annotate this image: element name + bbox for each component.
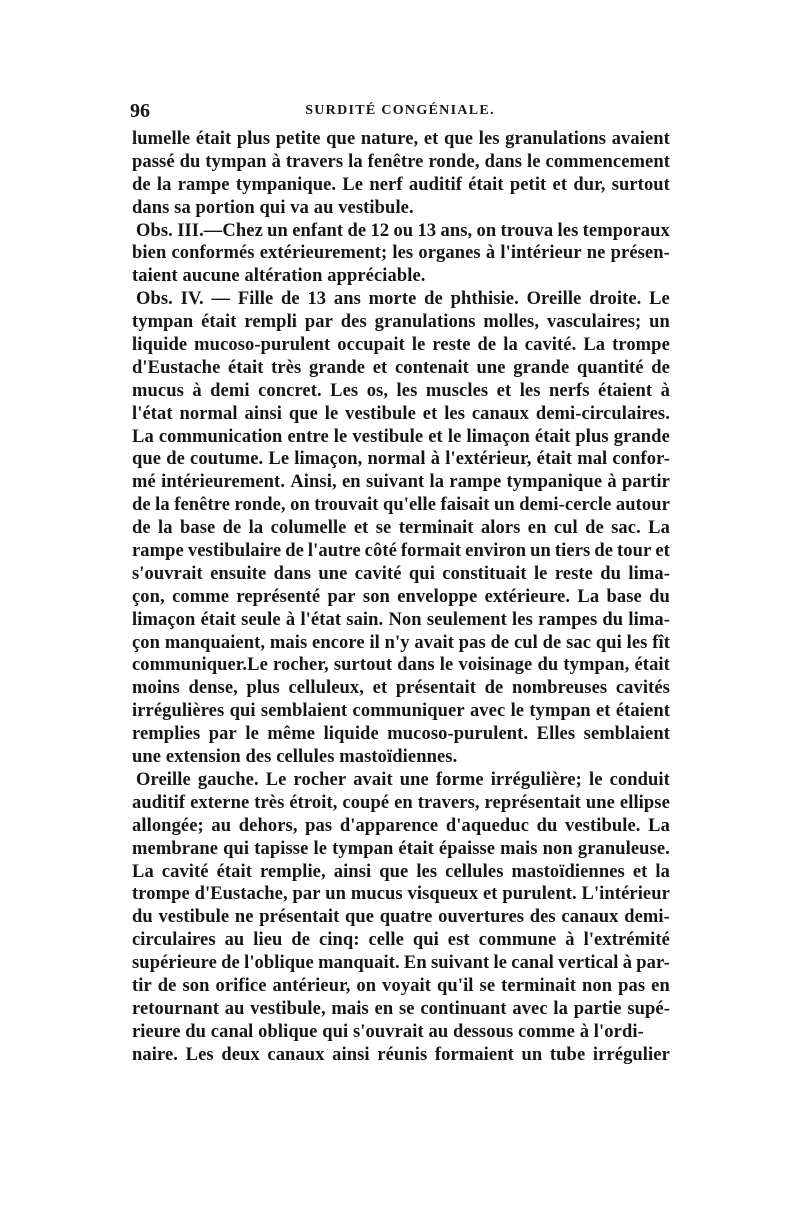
text-line: de la base de la columelle et se terminait alors en cul de sac. La [132, 518, 670, 539]
text-line: de la fenêtre ronde, on trouvait qu'elle faisait un demi-cercle autour [132, 495, 670, 516]
text-line: naire. Les deux canaux ainsi réunis formaient un tube irrégulier [132, 1044, 670, 1065]
text-line: circulaires au lieu de cinq: celle qui est commune à l'extrémité [132, 930, 670, 951]
text-line: bien conformés extérieurement; les organes à l'intérieur ne présen- [132, 243, 670, 264]
text-line: lumelle était plus petite que nature, et que les granulations avaient [132, 129, 670, 149]
page-number: 96 [130, 100, 150, 122]
text-line: s'ouvrait ensuite dans une cavité qui constituait le reste du lima- [132, 563, 670, 584]
text-line: rampe vestibulaire de l'autre côté formait environ un tiers de tour et [132, 541, 670, 562]
running-title: SURDITÉ CONGÉNIALE. [305, 103, 495, 118]
page-header [130, 98, 670, 124]
text-line: La cavité était remplie, ainsi que les cellules mastoïdiennes et la [132, 861, 670, 882]
text-line: limaçon était seule à l'état sain. Non seulement les rampes du lima- [132, 609, 670, 630]
text-line: Obs. IV. — Fille de 13 ans morte de phthisie. Oreille droite. Le [136, 289, 670, 310]
text-line: mé intérieurement. Ainsi, en suivant la rampe tympanique à partir [132, 472, 670, 493]
text-line: trompe d'Eustache, par un mucus visqueux et purulent. L'intérieur [132, 884, 670, 905]
text-line: Oreille gauche. Le rocher avait une forme irrégulière; le conduit [136, 769, 670, 790]
text-line: une extension des cellules mastoïdiennes. [132, 747, 458, 768]
text-line: tympan était rempli par des granulations molles, vasculaires; un [132, 312, 670, 333]
text-line: communiquer.Le rocher, surtout dans le voisinage du tympan, était [132, 655, 670, 676]
text-line: dans sa portion qui va au vestibule. [132, 197, 414, 218]
text-line: çon manquaient, mais encore il n'y avait pas de cul de sac qui les fît [132, 632, 670, 653]
text-line: irrégulières qui semblaient communiquer avec le tympan et étaient [132, 701, 670, 722]
text-line: tir de son orifice antérieur, on voyait qu'il se terminait non pas en [132, 975, 670, 996]
text-line: çon, comme représenté par son enveloppe extérieure. La base du [132, 586, 670, 607]
text-line: de la rampe tympanique. Le nerf auditif était petit et dur, surtout [132, 174, 670, 195]
text-line: supérieure de l'oblique manquait. En suivant le canal vertical à par- [132, 953, 670, 974]
text-line: que de coutume. Le limaçon, normal à l'extérieur, était mal confor- [132, 449, 670, 470]
text-line: taient aucune altération appréciable. [132, 266, 426, 287]
text-line: allongée; au dehors, pas d'apparence d'aqueduc du vestibule. La [132, 815, 670, 836]
text-line: l'état normal ainsi que le vestibule et les canaux demi-circulaires. [132, 403, 670, 424]
text-line: membrane qui tapisse le tympan était épaisse mais non granuleuse. [132, 838, 670, 859]
text-line: retournant au vestibule, mais en se continuant avec la partie supé- [132, 998, 670, 1019]
text-line: du vestibule ne présentait que quatre ouvertures des canaux demi- [132, 907, 670, 928]
text-line: mucus à demi concret. Les os, les muscles et les nerfs étaient à [132, 380, 670, 401]
text-line: Obs. III.—Chez un enfant de 12 ou 13 ans, on trouva les temporaux [136, 220, 670, 241]
text-line: La communication entre le vestibule et le limaçon était plus grande [132, 426, 670, 447]
text-line: d'Eustache était très grande et contenait une grande quantité de [132, 357, 670, 378]
body-text [132, 128, 670, 1067]
text-line: moins dense, plus celluleux, et présentait de nombreuses cavités [132, 678, 670, 699]
text-line: remplies par le même liquide mucoso-purulent. Elles semblaient [132, 724, 670, 745]
text-line: auditif externe très étroit, coupé en travers, représentait une ellipse [132, 792, 670, 813]
text-line: liquide mucoso-purulent occupait le reste de la cavité. La trompe [132, 335, 670, 356]
text-line: rieure du canal oblique qui s'ouvrait au dessous comme à l'ordi- [132, 1021, 644, 1042]
text-line: passé du tympan à travers la fenêtre ronde, dans le commencement [132, 151, 670, 172]
